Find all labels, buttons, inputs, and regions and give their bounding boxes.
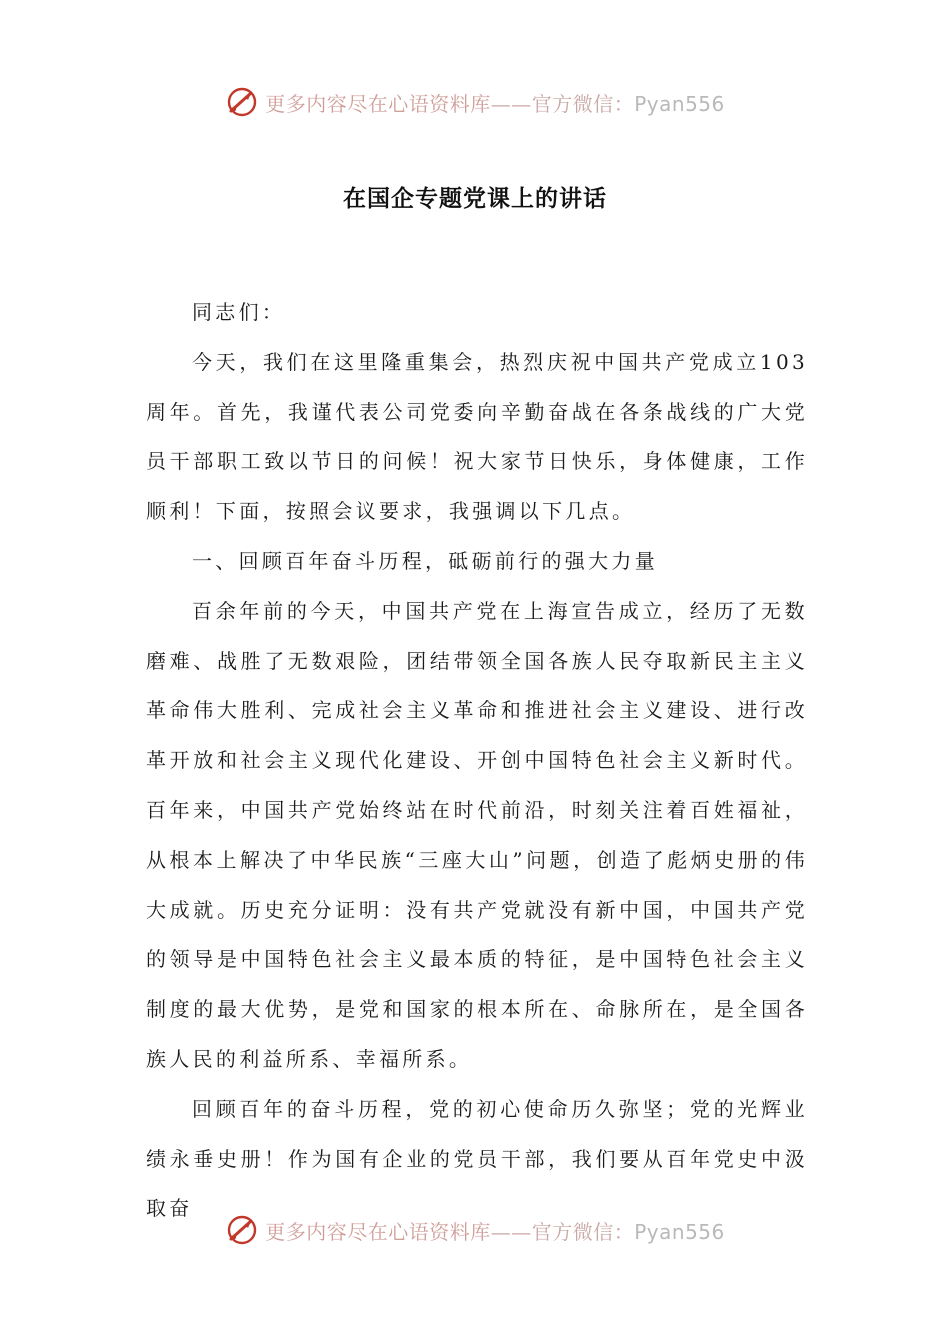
banner-dash: —— xyxy=(490,1219,532,1244)
section-heading-1: 一、回顾百年奋斗历程，砥砺前行的强大力量 xyxy=(192,548,658,573)
banner-wechat-label: 官方微信： xyxy=(531,1219,635,1244)
banner-site-text: 更多内容尽在心语资料库 xyxy=(265,1219,491,1244)
greeting: 同志们： xyxy=(192,300,286,324)
banner-text xyxy=(265,88,725,117)
paragraph-1: 今天，我们在这里隆重集会，热烈庆祝中国共产党成立103周年。首先，我谨代表公司党委向辛勤奋战在各条战线的广大党员干部职工致以节日的问候！祝大家节日快乐，身体健康，工作顺利！下面，按照会议要求，我强调以下几点。 xyxy=(146,349,808,524)
header-banner xyxy=(0,82,950,122)
pen-circle-logo-icon xyxy=(225,85,259,119)
banner-wechat-label: 官方微信： xyxy=(531,91,635,116)
footer-banner xyxy=(0,1210,950,1250)
banner-site-text: 更多内容尽在心语资料库 xyxy=(265,91,491,116)
pen-circle-logo-icon xyxy=(225,1213,259,1247)
document-title: 在国企专题党课上的讲话 xyxy=(343,185,607,212)
banner-dash: —— xyxy=(490,91,532,116)
document-body xyxy=(146,288,808,1234)
banner-wechat-id: Pyan556 xyxy=(634,91,725,116)
banner-wechat-id: Pyan556 xyxy=(634,1219,725,1244)
banner-text xyxy=(265,1216,725,1245)
paragraph-2: 百余年前的今天，中国共产党在上海宣告成立，经历了无数磨难、战胜了无数艰险，团结带领全国各族人民夺取新民主主义革命伟大胜利、完成社会主义革命和推进社会主义建设、进行改革开放和社会主义现代化建设、开创中国特色社会主义新时代。百年来，中国共产党始终站在时代前沿，时刻关注着百姓福祉，从根本上解决了中华民族“三座大山”问题，创造了彪炳史册的伟大成就。历史充分证明：没有共产党就没有新中国，中国共产党的领导是中国特色社会主义最本质的特征，是中国特色社会主义制度的最大优势，是党和国家的根本所在、命脉所在，是全国各族人民的利益所系、幸福所系。 xyxy=(146,598,808,1071)
paragraph-3: 回顾百年的奋斗历程，党的初心使命历久弥坚；党的光辉业绩永垂史册！作为国有企业的党员干部，我们要从百年党史中汲取奋 xyxy=(146,1096,808,1221)
